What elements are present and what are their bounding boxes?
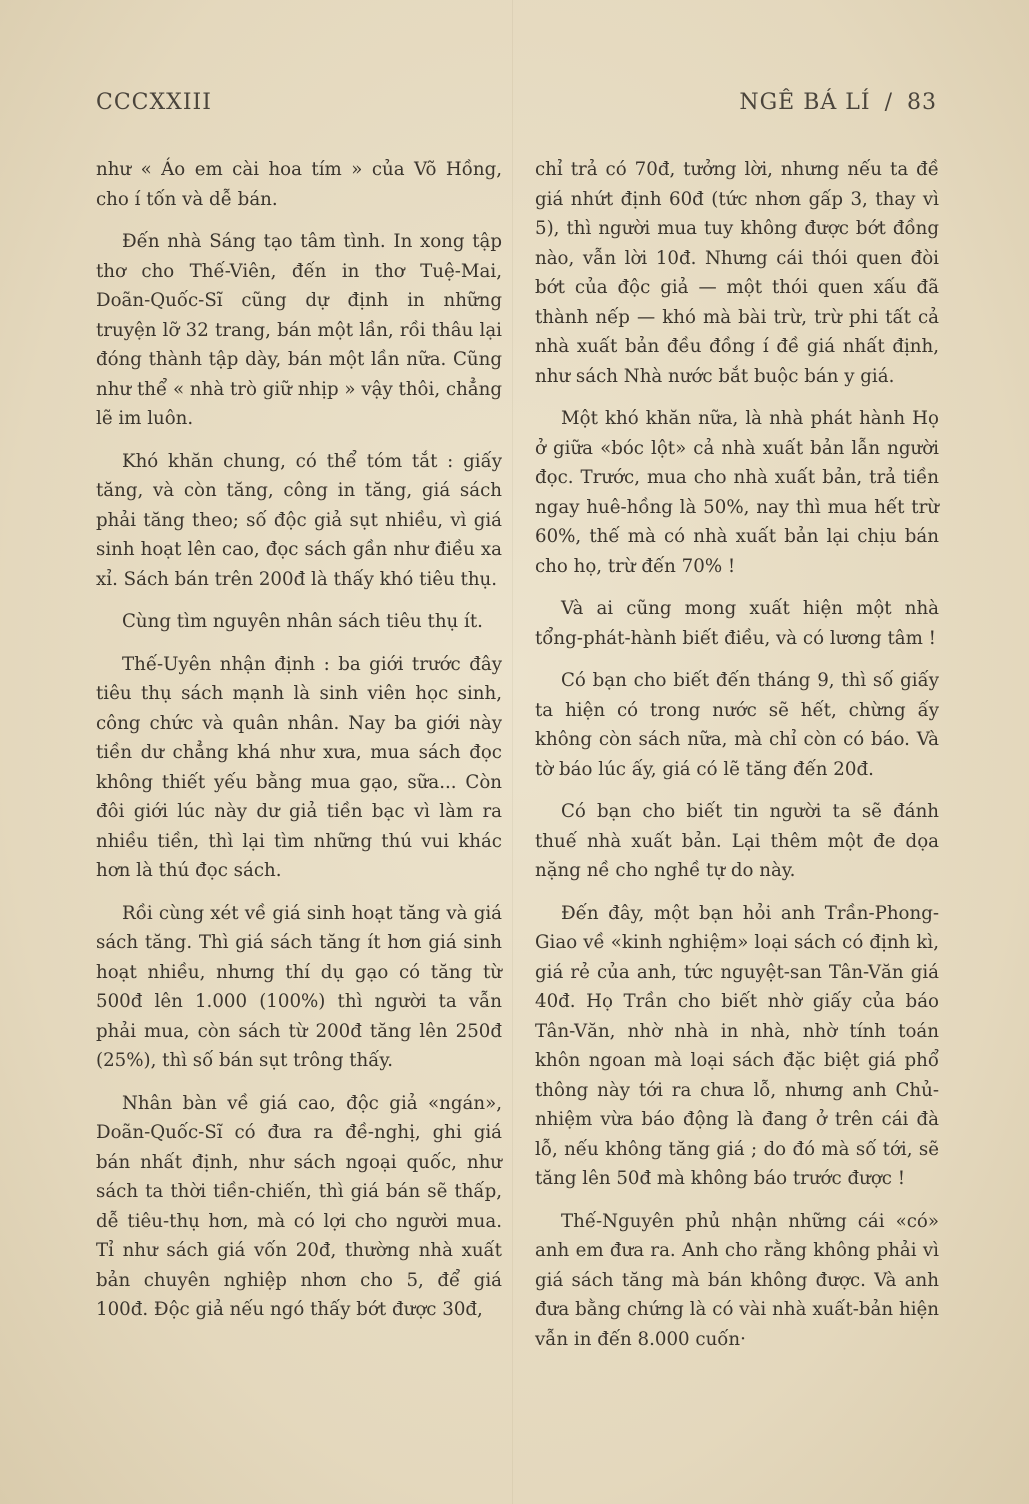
page-fold <box>512 0 513 1504</box>
paragraph: Cùng tìm nguyên nhân sách tiêu thụ ít. <box>122 611 483 632</box>
paragraph: Có bạn cho biết tin người ta sẽ đánh thuế nhà xuất bản. Lại thêm một đe dọa nặng nề cho nghề tự do này. <box>535 801 939 881</box>
paragraph: Rồi cùng xét về giá sinh hoạt tăng và giá sách tăng. Thì giá sách tăng ít hơn giá sinh hoạt nhiều, nhưng thí dụ gạo có tăng từ 500đ lên 1.000 (100%) thì người ta vẫn phải mua, còn sách từ 200đ tăng lên 250đ (25%), thì số bán sụt trông thấy. <box>96 902 502 1071</box>
paragraph: Thế-Nguyên phủ nhận những cái «có» anh em đưa ra. Anh cho rằng không phải vì giá sách tăng mà bán không được. Và anh đưa bằng chứng là có vài nhà xuất-bản hiện vẫn in đến 8.000 cuốn· <box>535 1210 939 1350</box>
page-number: 83 <box>907 90 937 115</box>
left-column <box>96 155 502 1338</box>
paragraph: Khó khăn chung, có thể tóm tắt : giấy tăng, và còn tăng, công in tăng, giá sách phải tăng theo; số độc giả sụt nhiều, vì giá sinh hoạt lên cao, đọc sách gần như điều xa xỉ. Sách bán trên 200đ là thấy khó tiêu thụ. <box>96 450 502 590</box>
paragraph: Một khó khăn nữa, là nhà phát hành Họ ở giữa «bóc lột» cả nhà xuất bản lẫn người đọc. Trước, mua cho nhà xuất bản, trả tiền ngay huê-hồng là 50%, nay thì mua hết trừ 60%, thế mà có nhà xuất bản lại chịu bán cho họ, trừ đến 70% ! <box>535 408 939 577</box>
paragraph: Và ai cũng mong xuất hiện một nhà tổng-phát-hành biết điều, và có lương tâm ! <box>535 598 939 649</box>
running-title <box>733 90 937 115</box>
right-column <box>535 155 939 1367</box>
chapter-number: CCCXXIII <box>96 90 212 115</box>
paragraph: Có bạn cho biết đến tháng 9, thì số giấy ta hiện có trong nước sẽ hết, chừng ấy không còn sách nữa, mà chỉ còn có báo. Và tờ báo lúc ấy, giá có lẽ tăng đến 20đ. <box>535 670 939 780</box>
paragraph: như « Áo em cài hoa tím » của Võ Hồng, cho í tốn và dễ bán. <box>96 159 502 210</box>
title-separator: / <box>884 90 893 115</box>
paragraph: Đến nhà Sáng tạo tâm tình. In xong tập thơ cho Thế-Viên, đến in thơ Tuệ-Mai, Doãn-Quốc-Sĩ cũng dự định in những truyện lỡ 32 trang, bán một lần, rồi thâu lại đóng thành tập dày, bán một lần nữa. Cũng như thể « nhà trò giữ nhịp » vậy thôi, chẳng lẽ im luôn. <box>96 231 502 429</box>
paragraph: Thế-Uyên nhận định : ba giới trước đây tiêu thụ sách mạnh là sinh viên học sinh, công chức và quân nhân. Nay ba giới này tiền dư chẳng khá như xưa, mua sách đọc không thiết yếu bằng mua gạo, sữa... Còn đôi giới lúc này dư giả tiền bạc vì làm ra nhiều tiền, thì lại tìm những thú vui khác hơn là thú đọc sách. <box>96 653 502 881</box>
paragraph: chỉ trả có 70đ, tưởng lời, nhưng nếu ta đề giá nhứt định 60đ (tức nhơn gấp 3, thay vì 5), thì người mua tuy không được bớt đồng nào, vẫn lời 10đ. Nhưng cái thói quen đòi bớt của độc giả — một thói quen xấu đã thành nếp — khó mà bài trừ, trừ phi tất cả nhà xuất bản đều đồng í đề giá nhất định, như sách Nhà nước bắt buộc bán y giá. <box>535 159 939 387</box>
page-header <box>96 90 937 120</box>
paragraph: Nhân bàn về giá cao, độc giả «ngán», Doãn-Quốc-Sĩ có đưa ra đề-nghị, ghi giá bán nhất định, như sách ngoại quốc, như sách ta thời tiền-chiến, thì giá bán sẽ thấp, dễ tiêu-thụ hơn, mà có lợi cho người mua. Tỉ như sách giá vốn 20đ, thường nhà xuất bản chuyên nghiệp nhơn cho 5, để giá 100đ. Độc giả nếu ngó thấy bớt được 30đ, <box>96 1092 502 1320</box>
paragraph: Đến đây, một bạn hỏi anh Trần-Phong-Giao về «kinh nghiệm» loại sách có định kì, giá rẻ của anh, tức nguyệt-san Tân-Văn giá 40đ. Họ Trần cho biết nhờ giấy của báo Tân-Văn, nhờ nhà in nhà, nhờ tính toán khôn ngoan mà loại sách đặc biệt giá phổ thông này tới ra chưa lỗ, nhưng anh Chủ-nhiệm vừa báo động là đang ở trên cái đà lỗ, nếu không tăng giá ; do đó mà số tới, sẽ tăng lên 50đ mà không báo trước được ! <box>535 902 939 1189</box>
running-title-text: NGÊ BÁ LÍ <box>739 90 871 115</box>
